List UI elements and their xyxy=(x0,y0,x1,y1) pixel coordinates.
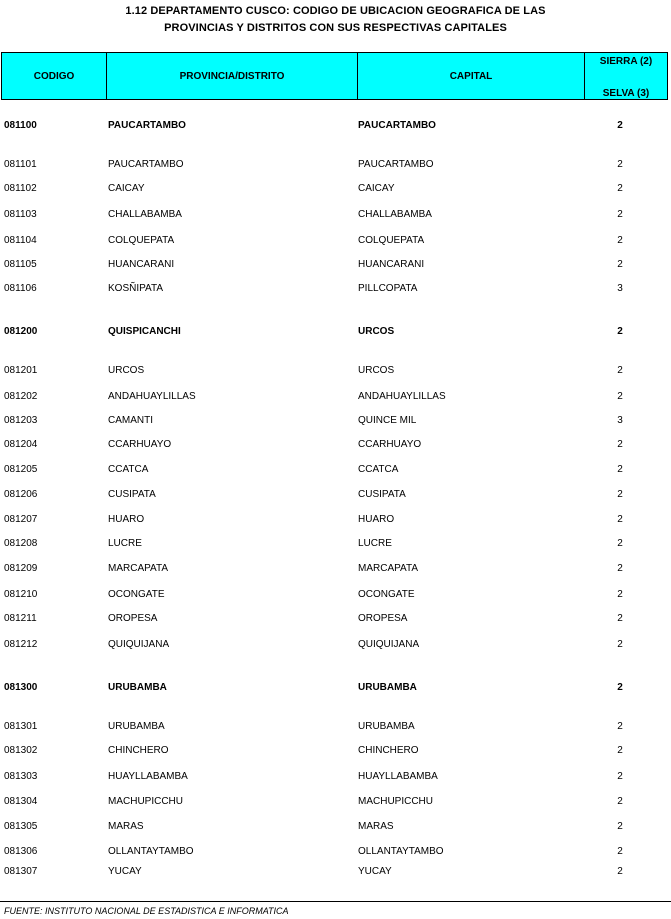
codigo-cell: 081105 xyxy=(4,259,37,270)
codigo-cell: 081304 xyxy=(4,796,38,807)
capital-cell: PAUCARTAMBO xyxy=(358,120,436,131)
district-row xyxy=(0,866,671,880)
region-cell: 2 xyxy=(617,464,623,475)
region-cell: 2 xyxy=(617,439,623,450)
region-cell: 2 xyxy=(617,365,623,376)
district-row xyxy=(0,563,671,577)
codigo-cell: 081106 xyxy=(4,283,37,294)
capital-cell: CHALLABAMBA xyxy=(358,209,432,220)
codigo-cell: 081210 xyxy=(4,589,38,600)
district-row xyxy=(0,745,671,759)
codigo-cell: 081212 xyxy=(4,639,38,650)
region-cell: 2 xyxy=(617,120,623,131)
header-region-sierra: SIERRA (2) xyxy=(599,56,653,67)
name-cell: COLQUEPATA xyxy=(108,235,175,246)
name-cell: MARCAPATA xyxy=(108,563,169,574)
district-row xyxy=(0,415,671,429)
capital-cell: QUIQUIJANA xyxy=(358,639,420,650)
codigo-cell: 081205 xyxy=(4,464,38,475)
capital-cell: ANDAHUAYLILLAS xyxy=(358,391,446,402)
name-cell: QUIQUIJANA xyxy=(108,639,170,650)
region-cell: 2 xyxy=(617,771,623,782)
codigo-cell: 081203 xyxy=(4,415,38,426)
district-row xyxy=(0,796,671,810)
name-cell: PAUCARTAMBO xyxy=(108,120,186,131)
header-region-selva: SELVA (3) xyxy=(602,88,650,99)
codigo-cell: 081209 xyxy=(4,563,38,574)
capital-cell: MARCAPATA xyxy=(358,563,419,574)
name-cell: HUANCARANI xyxy=(108,259,175,270)
header-region xyxy=(585,53,667,99)
table-title-line1: 1.12 DEPARTAMENTO CUSCO: CODIGO DE UBICACION GEOGRAFICA DE LAS xyxy=(125,5,546,17)
name-cell: YUCAY xyxy=(108,866,142,877)
name-cell: CCARHUAYO xyxy=(108,439,172,450)
name-cell: QUISPICANCHI xyxy=(108,326,181,337)
capital-cell: CAICAY xyxy=(358,183,395,194)
district-row xyxy=(0,514,671,528)
capital-cell: HUARO xyxy=(358,514,395,525)
name-cell: OLLANTAYTAMBO xyxy=(108,846,194,857)
codigo-cell: 081101 xyxy=(4,159,37,170)
codigo-cell: 081200 xyxy=(4,326,38,337)
capital-cell: LUCRE xyxy=(358,538,392,549)
district-row xyxy=(0,821,671,835)
capital-cell: MARAS xyxy=(358,821,394,832)
region-cell: 2 xyxy=(617,613,623,624)
region-cell: 2 xyxy=(617,183,623,194)
district-row xyxy=(0,589,671,603)
region-cell: 3 xyxy=(617,283,623,294)
region-cell: 2 xyxy=(617,821,623,832)
capital-cell: CUSIPATA xyxy=(358,489,406,500)
capital-cell: CCATCA xyxy=(358,464,399,475)
capital-cell: QUINCE MIL xyxy=(358,415,417,426)
name-cell: URUBAMBA xyxy=(108,721,165,732)
codigo-cell: 081211 xyxy=(4,613,37,624)
name-cell: CCATCA xyxy=(108,464,149,475)
footer-divider xyxy=(0,901,671,902)
name-cell: CAMANTI xyxy=(108,415,153,426)
district-row xyxy=(0,439,671,453)
district-row xyxy=(0,613,671,627)
name-cell: PAUCARTAMBO xyxy=(108,159,184,170)
capital-cell: OROPESA xyxy=(358,613,408,624)
header-provincia-distrito: PROVINCIA/DISTRITO xyxy=(107,53,358,99)
name-cell: MARAS xyxy=(108,821,144,832)
header-capital: CAPITAL xyxy=(358,53,585,99)
name-cell: MACHUPICCHU xyxy=(108,796,183,807)
region-cell: 2 xyxy=(617,745,623,756)
codigo-cell: 081102 xyxy=(4,183,37,194)
district-row xyxy=(0,183,671,197)
district-row xyxy=(0,639,671,653)
capital-cell: URCOS xyxy=(358,365,395,376)
region-cell: 2 xyxy=(617,682,623,693)
region-cell: 2 xyxy=(617,326,623,337)
codigo-cell: 081307 xyxy=(4,866,38,877)
district-row xyxy=(0,391,671,405)
region-cell: 3 xyxy=(617,415,623,426)
name-cell: OCONGATE xyxy=(108,589,165,600)
name-cell: HUARO xyxy=(108,514,145,525)
codigo-cell: 081100 xyxy=(4,120,37,131)
name-cell: URCOS xyxy=(108,365,145,376)
region-cell: 2 xyxy=(617,391,623,402)
codigo-cell: 081300 xyxy=(4,682,38,693)
region-cell: 2 xyxy=(617,489,623,500)
header-codigo: CODIGO xyxy=(2,53,107,99)
capital-cell: URUBAMBA xyxy=(358,721,415,732)
province-row xyxy=(0,120,671,134)
district-row xyxy=(0,538,671,552)
name-cell: CHINCHERO xyxy=(108,745,169,756)
codigo-cell: 081303 xyxy=(4,771,38,782)
capital-cell: COLQUEPATA xyxy=(358,235,425,246)
region-cell: 2 xyxy=(617,563,623,574)
capital-cell: CHINCHERO xyxy=(358,745,419,756)
table-header xyxy=(1,52,668,100)
name-cell: OROPESA xyxy=(108,613,158,624)
region-cell: 2 xyxy=(617,159,623,170)
district-row xyxy=(0,209,671,223)
province-row xyxy=(0,682,671,696)
codigo-cell: 081208 xyxy=(4,538,38,549)
codigo-cell: 081103 xyxy=(4,209,37,220)
table-title-line2: PROVINCIAS Y DISTRITOS CON SUS RESPECTIVAS CAPITALES xyxy=(164,22,507,34)
capital-cell: HUANCARANI xyxy=(358,259,425,270)
district-row xyxy=(0,489,671,503)
capital-cell: PILLCOPATA xyxy=(358,283,418,294)
codigo-cell: 081302 xyxy=(4,745,38,756)
region-cell: 2 xyxy=(617,235,623,246)
region-cell: 2 xyxy=(617,514,623,525)
region-cell: 2 xyxy=(617,209,623,220)
name-cell: URUBAMBA xyxy=(108,682,167,693)
codigo-cell: 081206 xyxy=(4,489,38,500)
district-row xyxy=(0,721,671,735)
capital-cell: CCARHUAYO xyxy=(358,439,422,450)
region-cell: 2 xyxy=(617,639,623,650)
name-cell: LUCRE xyxy=(108,538,142,549)
source-note: FUENTE: INSTITUTO NACIONAL DE ESTADISTICA E INFORMATICA xyxy=(4,906,289,916)
district-row xyxy=(0,846,671,860)
capital-cell: YUCAY xyxy=(358,866,392,877)
codigo-cell: 081301 xyxy=(4,721,38,732)
district-row xyxy=(0,235,671,249)
capital-cell: HUAYLLABAMBA xyxy=(358,771,438,782)
name-cell: CHALLABAMBA xyxy=(108,209,182,220)
district-row xyxy=(0,283,671,297)
region-cell: 2 xyxy=(617,259,623,270)
capital-cell: OCONGATE xyxy=(358,589,415,600)
region-cell: 2 xyxy=(617,866,623,877)
capital-cell: MACHUPICCHU xyxy=(358,796,433,807)
capital-cell: OLLANTAYTAMBO xyxy=(358,846,444,857)
district-row xyxy=(0,771,671,785)
region-cell: 2 xyxy=(617,846,623,857)
name-cell: CUSIPATA xyxy=(108,489,156,500)
name-cell: KOSÑIPATA xyxy=(108,283,164,294)
name-cell: HUAYLLABAMBA xyxy=(108,771,188,782)
district-row xyxy=(0,259,671,273)
name-cell: ANDAHUAYLILLAS xyxy=(108,391,196,402)
province-row xyxy=(0,326,671,340)
region-cell: 2 xyxy=(617,796,623,807)
codigo-cell: 081306 xyxy=(4,846,38,857)
region-cell: 2 xyxy=(617,721,623,732)
region-cell: 2 xyxy=(617,589,623,600)
codigo-cell: 081305 xyxy=(4,821,38,832)
region-cell: 2 xyxy=(617,538,623,549)
capital-cell: URCOS xyxy=(358,326,395,337)
district-row xyxy=(0,365,671,379)
name-cell: CAICAY xyxy=(108,183,145,194)
codigo-cell: 081104 xyxy=(4,235,37,246)
codigo-cell: 081207 xyxy=(4,514,38,525)
capital-cell: PAUCARTAMBO xyxy=(358,159,434,170)
codigo-cell: 081204 xyxy=(4,439,38,450)
capital-cell: URUBAMBA xyxy=(358,682,417,693)
district-row xyxy=(0,159,671,173)
district-row xyxy=(0,464,671,478)
codigo-cell: 081202 xyxy=(4,391,38,402)
codigo-cell: 081201 xyxy=(4,365,38,376)
